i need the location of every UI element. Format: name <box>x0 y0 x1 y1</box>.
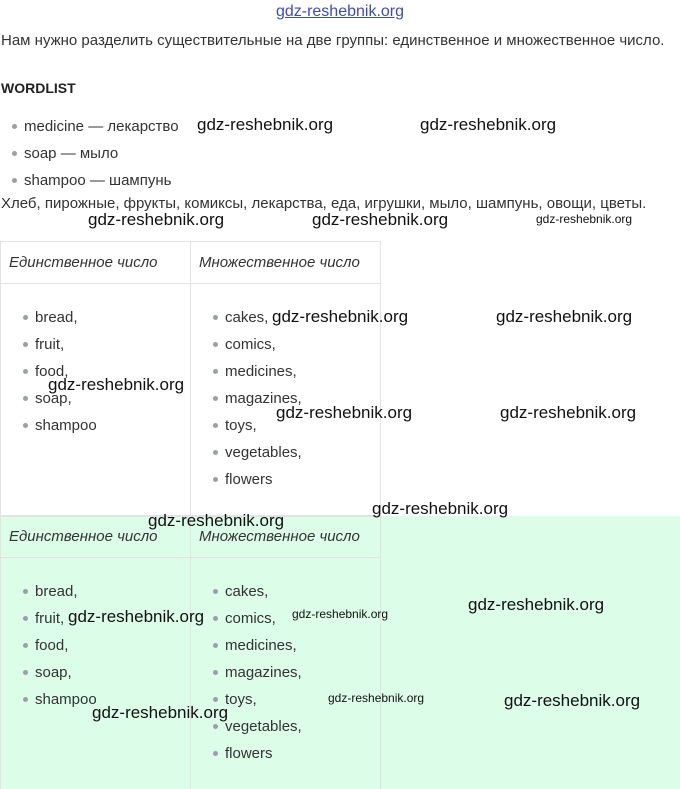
header-singular: Единственное число <box>1 242 191 283</box>
bullet-icon <box>213 751 218 756</box>
singular-column <box>1 558 191 789</box>
list-item: shampoo — шампунь <box>12 170 179 197</box>
watermark: gdz-reshebnik.org <box>48 375 185 394</box>
wordlist-title: WORDLIST <box>1 80 76 96</box>
list-item: cakes, <box>213 578 380 605</box>
watermark: gdz-reshebnik.org <box>276 403 413 422</box>
watermark: gdz-reshebnik.org <box>496 307 633 326</box>
singular-column <box>1 284 191 516</box>
list-item: vegetables, <box>213 713 380 740</box>
watermark: gdz-reshebnik.org <box>88 210 225 229</box>
list-item: bread, <box>23 304 190 331</box>
list-item: shampoo <box>23 412 190 439</box>
header-singular: Единственное число <box>1 516 191 557</box>
header-plural: Множественное число <box>199 528 360 545</box>
list-item: magazines, <box>213 659 380 686</box>
bullet-icon <box>213 342 218 347</box>
watermark: gdz-reshebnik.org <box>292 607 389 621</box>
watermark: gdz-reshebnik.org <box>420 115 557 134</box>
list-item: fruit, <box>23 331 190 358</box>
list-item: medicines, <box>213 358 380 385</box>
list-item: comics, <box>213 331 380 358</box>
list-item: shampoo <box>23 686 190 713</box>
site-link[interactable]: gdz-reshebnik.org <box>275 3 405 20</box>
wordlist <box>12 116 179 197</box>
list-item: comics, <box>213 605 380 632</box>
bullet-icon <box>213 670 218 675</box>
bullet-icon <box>213 423 218 428</box>
intro-text: Нам нужно разделить существительные на две группы: единственное и множественное число. <box>1 32 665 49</box>
watermark: gdz-reshebnik.org <box>500 403 637 422</box>
bullet-icon <box>23 315 28 320</box>
list-item: flowers <box>213 740 380 767</box>
watermark: gdz-reshebnik.org <box>468 595 605 614</box>
list-item: soap, <box>23 659 190 686</box>
table-body <box>1 558 380 789</box>
task-text: Хлеб, пирожные, фрукты, комиксы, лекарства, еда, игрушки, мыло, шампунь, овощи, цветы. <box>1 195 647 212</box>
bullet-icon <box>213 315 218 320</box>
bullet-icon <box>23 616 28 621</box>
bullet-icon <box>12 178 17 183</box>
watermark: gdz-reshebnik.org <box>92 703 229 722</box>
noun-table-answer <box>0 515 381 789</box>
watermark: gdz-reshebnik.org <box>197 115 334 134</box>
bullet-icon <box>213 724 218 729</box>
bullet-icon <box>23 369 28 374</box>
bullet-icon <box>23 342 28 347</box>
list-item: fruit, <box>23 605 190 632</box>
bullet-icon <box>12 151 17 156</box>
plural-column <box>191 558 380 789</box>
list-item: flowers <box>213 466 380 493</box>
list-item: medicine — лекарство <box>12 116 179 143</box>
list-item: vegetables, <box>213 439 380 466</box>
list-item: cakes, <box>213 304 380 331</box>
bullet-icon <box>213 450 218 455</box>
bullet-icon <box>23 643 28 648</box>
bullet-icon <box>23 697 28 702</box>
bullet-icon <box>213 616 218 621</box>
list-item: food, <box>23 632 190 659</box>
list-item: bread, <box>23 578 190 605</box>
watermark: gdz-reshebnik.org <box>372 499 509 518</box>
watermark: gdz-reshebnik.org <box>68 607 205 626</box>
header-plural: Множественное число <box>199 254 360 271</box>
watermark: gdz-reshebnik.org <box>148 511 285 530</box>
watermark: gdz-reshebnik.org <box>312 210 449 229</box>
watermark: gdz-reshebnik.org <box>536 212 633 226</box>
list-item: medicines, <box>213 632 380 659</box>
bullet-icon <box>23 670 28 675</box>
list-item: food, <box>23 358 190 385</box>
bullet-icon <box>213 369 218 374</box>
list-item: toys, <box>213 412 380 439</box>
list-item: magazines, <box>213 385 380 412</box>
table-header <box>1 242 380 284</box>
bullet-icon <box>213 697 218 702</box>
bullet-icon <box>213 477 218 482</box>
list-item: soap, <box>23 385 190 412</box>
list-item: toys, <box>213 686 380 713</box>
bullet-icon <box>23 396 28 401</box>
bullet-icon <box>213 643 218 648</box>
list-item: soap — мыло <box>12 143 179 170</box>
bullet-icon <box>23 589 28 594</box>
watermark: gdz-reshebnik.org <box>504 691 641 710</box>
watermark: gdz-reshebnik.org <box>272 307 409 326</box>
watermark: gdz-reshebnik.org <box>328 691 425 705</box>
bullet-icon <box>23 423 28 428</box>
bullet-icon <box>12 124 17 129</box>
bullet-icon <box>213 589 218 594</box>
bullet-icon <box>213 396 218 401</box>
